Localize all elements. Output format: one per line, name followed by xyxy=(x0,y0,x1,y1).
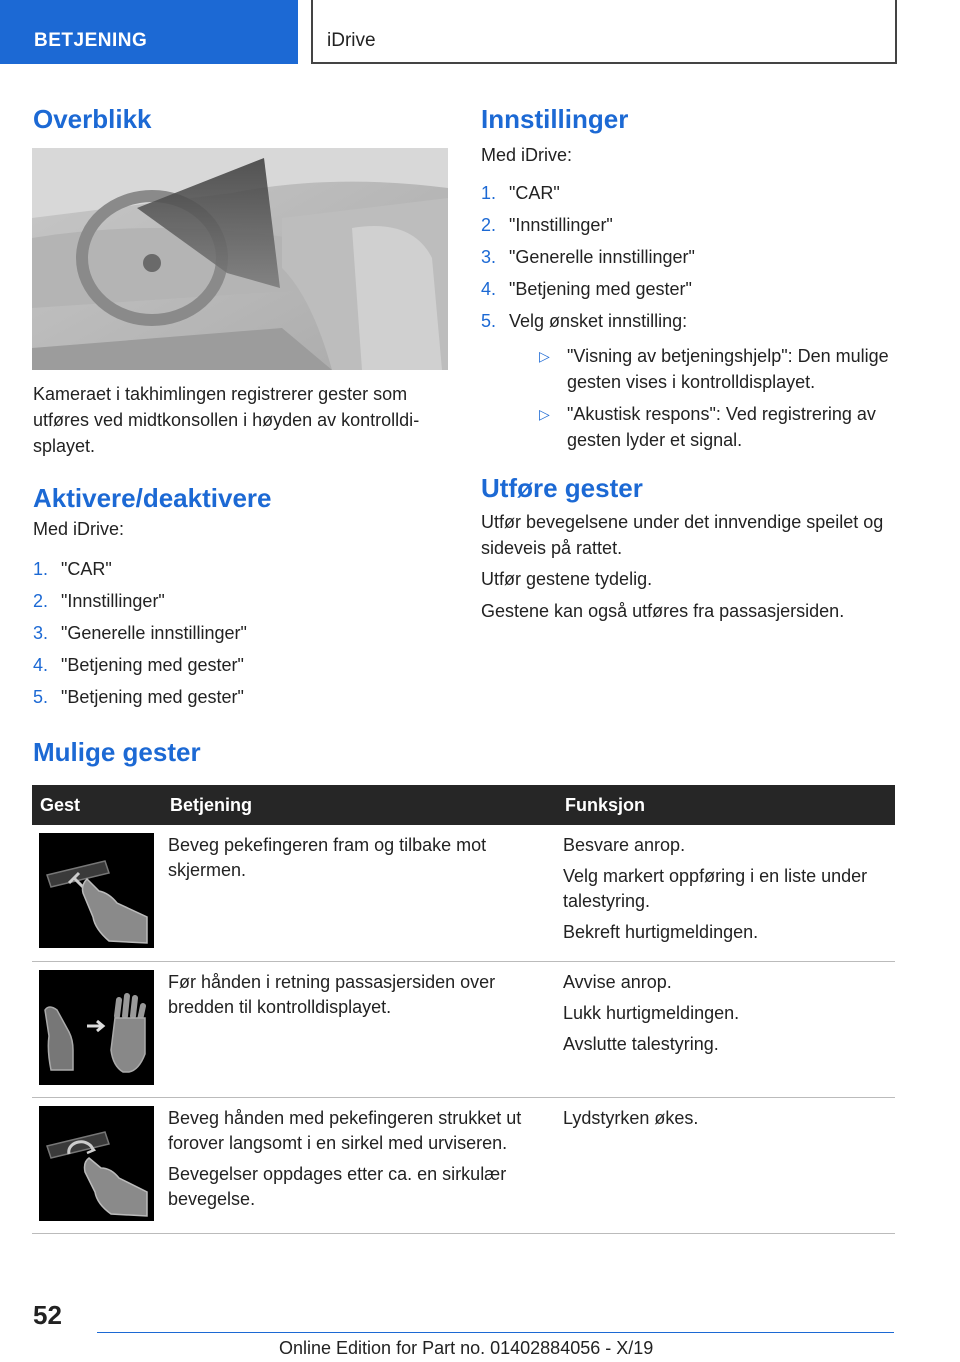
table-row xyxy=(32,825,895,962)
list-item: 1. "CAR" xyxy=(33,559,112,579)
list-item: 2. "Innstillinger" xyxy=(33,591,165,611)
function-cell: Besvare anrop. Velg markert oppføring i en liste under talestyring. Bekreft hurtigmeldingen. xyxy=(557,825,895,962)
perform-text-2: Utfør gestene tydelig. xyxy=(481,569,653,589)
triangle-right-icon: ▷ xyxy=(539,406,550,422)
perform-heading: Utføre gester xyxy=(481,473,643,503)
section-tab xyxy=(0,0,298,64)
col-header-operation: Betjening xyxy=(162,785,557,825)
settings-steps xyxy=(481,177,895,457)
list-item: 1. "CAR" xyxy=(481,183,560,203)
activate-steps xyxy=(33,553,448,713)
list-item: 5. Velg ønsket innstilling: ▷ "Visning av betjeningshjelp": Den mulige gesten vises i kontrolldisplayet. ▷ "Akustisk respons": Ved registrering av gesten lyder et signal. xyxy=(481,305,895,453)
overview-text: Kameraet i takhimlingen registrerer gester som utføres ved midtkonsollen i høyden av kontrolldisplayet. xyxy=(33,384,420,456)
overview-heading: Overblikk xyxy=(33,104,152,134)
perform-text-1: Utfør bevegelsene under det innvendige speilet og sideveis på rattet. xyxy=(481,512,884,558)
operation-cell: Før hånden i retning passasjersiden over bredden til kontrolldisplayet. xyxy=(162,962,557,1098)
swipe-hand-gesture-icon xyxy=(39,970,154,1085)
perform-text-3: Gestene kan også utføres fra passasjersiden. xyxy=(481,601,845,621)
function-cell: Lydstyrken økes. xyxy=(557,1098,895,1234)
car-interior-illustration xyxy=(32,148,448,370)
gesture-cell xyxy=(32,1098,162,1234)
page-number: 52 xyxy=(33,1300,62,1330)
list-item: 2. "Innstillinger" xyxy=(481,215,613,235)
footer-divider xyxy=(97,1332,894,1333)
activate-heading: Aktivere/deaktivere xyxy=(33,483,272,513)
operation-cell: Beveg pekefingeren fram og tilbake mot skjermen. xyxy=(162,825,557,962)
chapter-label: iDrive xyxy=(327,30,376,51)
triangle-right-icon: ▷ xyxy=(539,348,550,364)
list-item: 3. "Generelle innstillinger" xyxy=(481,247,695,267)
gestures-heading: Mulige gester xyxy=(33,737,201,767)
list-item: 3. "Generelle innstillinger" xyxy=(33,623,247,643)
edition-text: Online Edition for Part no. 01402884056 - X/19 xyxy=(279,1338,654,1358)
table-header-row xyxy=(32,785,895,825)
settings-substeps xyxy=(509,343,895,453)
list-item: 4. "Betjening med gester" xyxy=(33,655,244,675)
settings-heading: Innstillinger xyxy=(481,104,629,134)
section-label: BETJENING xyxy=(34,30,148,51)
list-item: 4. "Betjening med gester" xyxy=(481,279,692,299)
table-row xyxy=(32,962,895,1098)
function-cell: Avvise anrop. Lukk hurtigmeldingen. Avslutte talestyring. xyxy=(557,962,895,1098)
gesture-cell xyxy=(32,825,162,962)
chapter-tab xyxy=(311,0,897,64)
table-row xyxy=(32,1098,895,1234)
circle-gesture-icon xyxy=(39,1106,154,1221)
operation-cell: Beveg hånden med pekefingeren strukket ut forover langsomt i en sirkel med urviseren. Bevegelser oppdages etter ca. en sirkulær bevegelse. xyxy=(162,1098,557,1234)
activate-intro: Med iDrive: xyxy=(33,519,125,539)
list-item: 5. "Betjening med gester" xyxy=(33,687,244,707)
gesture-cell xyxy=(32,962,162,1098)
list-item: ▷ "Visning av betjeningshjelp": Den mulige gesten vises i kontrolldisplayet. xyxy=(509,343,895,395)
list-item: ▷ "Akustisk respons": Ved registrering av gesten lyder et signal. xyxy=(509,401,895,453)
settings-intro: Med iDrive: xyxy=(481,145,573,165)
col-header-function: Funksjon xyxy=(557,785,895,825)
point-gesture-icon xyxy=(39,833,154,948)
col-header-gesture: Gest xyxy=(32,785,162,825)
gestures-table xyxy=(32,785,895,1234)
